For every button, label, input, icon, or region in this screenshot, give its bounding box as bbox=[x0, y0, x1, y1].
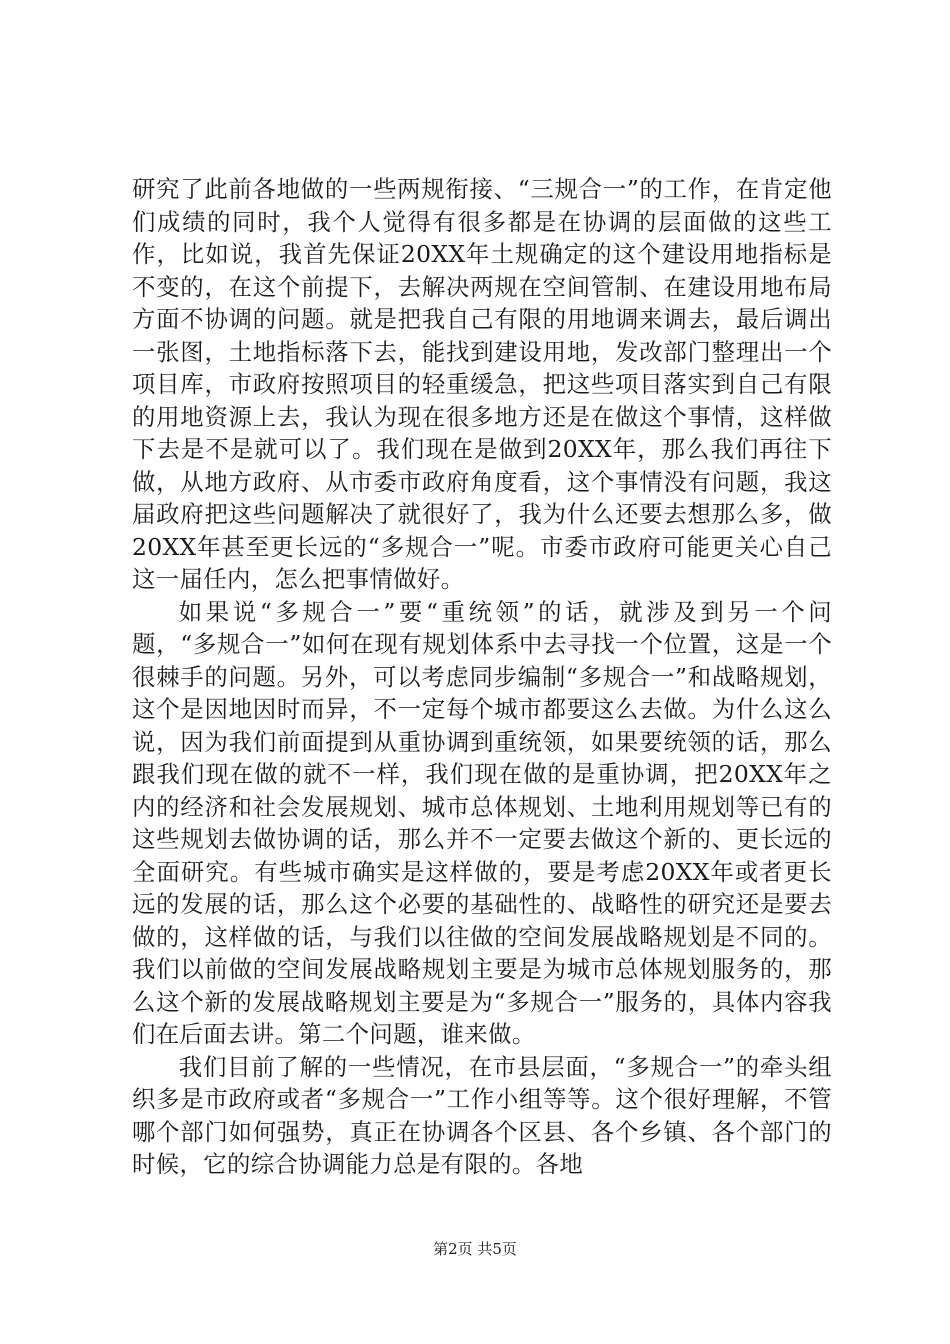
page-number-footer: 第2页 共5页 bbox=[433, 1240, 517, 1258]
paragraph-3: 我们目前了解的一些情况，在市县层面，“多规合一”的牵头组织多是市政府或者“多规合一”工作小组等等。这个很好理解，不管哪个部门如何强势，真正在协调各个区县、各个乡镇、各个部门的时候，它的综合协调能力总是有限的。各地 bbox=[132, 1052, 832, 1178]
document-body bbox=[132, 173, 832, 1181]
paragraph-1: 研究了此前各地做的一些两规衔接、“三规合一”的工作，在肯定他们成绩的同时，我个人觉得有很多都是在协调的层面做的这些工作，比如说，我首先保证20XX年土规确定的这个建设用地指标是不变的，在这个前提下，去解决两规在空间管制、在建设用地布局方面不协调的问题。就是把我自己有限的用地调来调去，最后调出一张图，土地指标落下去，能找到建设用地，发改部门整理出一个项目库，市政府按照项目的轻重缓急，把这些项目落实到自己有限的用地资源上去，我认为现在很多地方还是在做这个事情，这样做下去是不是就可以了。我们现在是做到20XX年，那么我们再往下做，从地方政府、从市委市政府角度看，这个事情没有问题，我这届政府把这些问题解决了就很好了，我为什么还要去想那么多，做20XX年甚至更长远的“多规合一”呢。市委市政府可能更关心自己这一届任内，怎么把事情做好。 bbox=[132, 175, 832, 593]
paragraph-2: 如果说“多规合一”要“重统领”的话，就涉及到另一个问题，“多规合一”如何在现有规划体系中去寻找一个位置，这是一个很棘手的问题。另外，可以考虑同步编制“多规合一”和战略规划，这个是因地因时而异，不一定每个城市都要这么去做。为什么这么说，因为我们前面提到从重协调到重统领，如果要统领的话，那么跟我们现在做的就不一样，我们现在做的是重协调，把20XX年之内的经济和社会发展规划、城市总体规划、土地利用规划等已有的这些规划去做协调的话，那么并不一定要去做这个新的、更长远的全面研究。有些城市确实是这样做的，要是考虑20XX年或者更长远的发展的话，那么这个必要的基础性的、战略性的研究还是要去做的，这样做的话，与我们以往做的空间发展战略规划是不同的。我们以前做的空间发展战略规划主要是为城市总体规划服务的，那么这个新的发展战略规划主要是为“多规合一”服务的，具体内容我们在后面去讲。第二个问题，谁来做。 bbox=[132, 597, 832, 1048]
